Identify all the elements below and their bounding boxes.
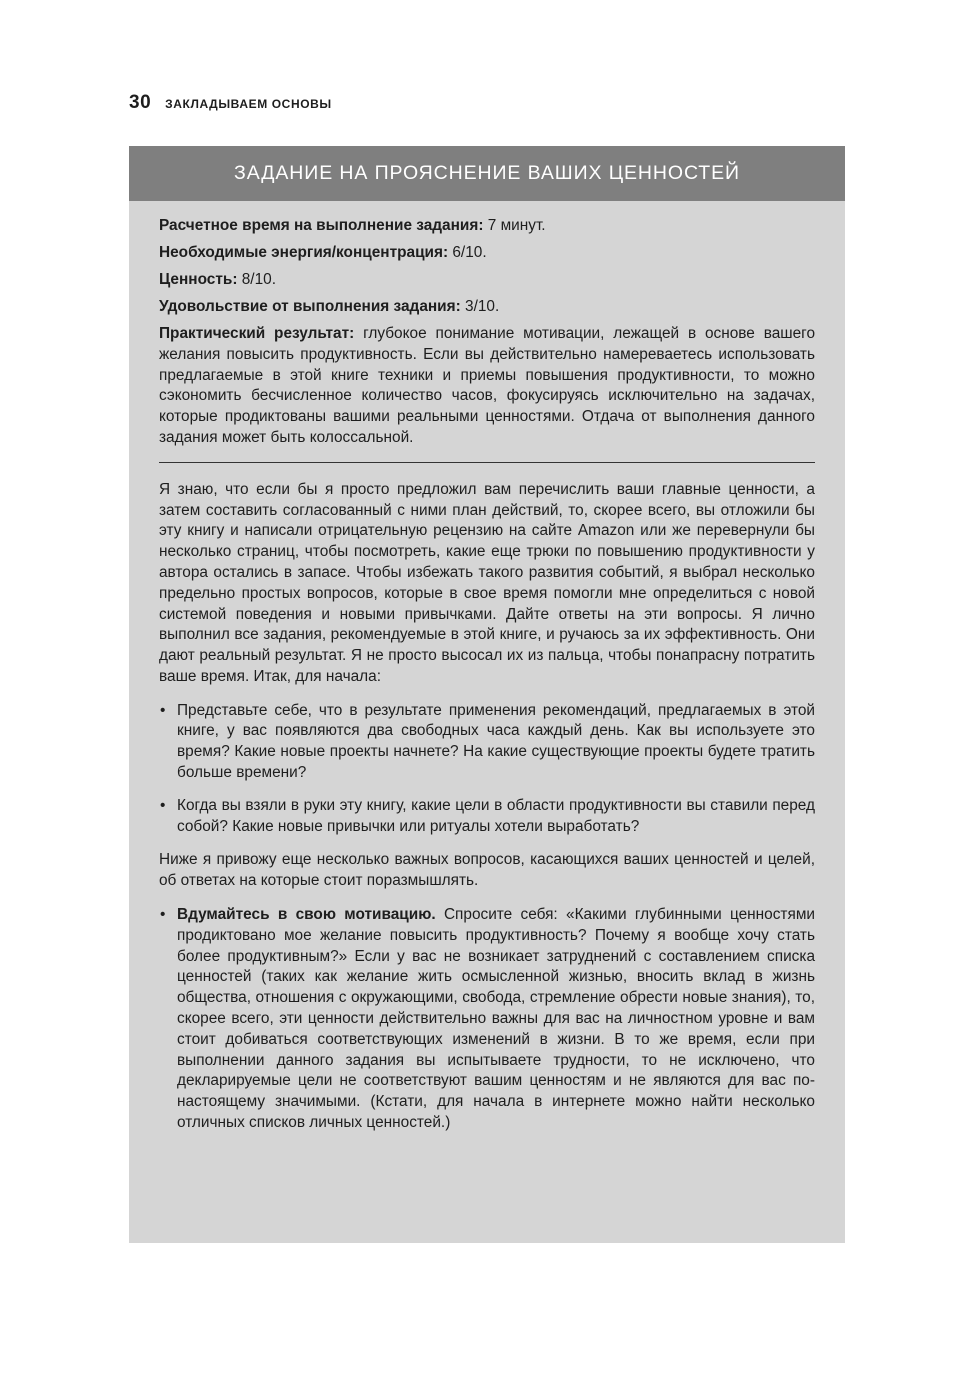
- divider: [159, 462, 815, 463]
- meta-enjoyment-value: 3/10.: [460, 297, 500, 315]
- intro-paragraph: Я знаю, что если бы я просто предложил вам перечислить ваши главные ценности, а затем составить согласованный с ними план действий, то, скорее всего, вы отложили бы эту книгу и написали отрицательную рецензию на сайте Amazon или же перевернули бы несколько страниц, чтобы посмотреть, какие еще трюки по повышению продуктивности у автора остались в запасе. Чтобы избежать такого развития событий, я выбрал несколько предельно простых вопросов, которые в свое время помогли мне определиться с новой системой поведения и новыми привычками. Дайте ответы на эти вопросы. Я лично выполнил все задания, рекомендуемые в этой книге, и ручаюсь за их эффективность. Они дают реальный результат. Я не просто высосал их из пальца, чтобы понапрасну потратить ваше время. Итак, для начала:: [159, 480, 815, 685]
- meta-energy-label: Необходимые энергия/концентрация:: [159, 243, 449, 261]
- middle-paragraph: Ниже я привожу еще несколько важных вопросов, касающихся ваших ценностей и целей, об ответах на которые стоит поразмышлять.: [159, 851, 815, 890]
- meta-result-label: Практический результат:: [159, 324, 355, 342]
- list-item: [159, 905, 815, 1134]
- question-list: [159, 701, 815, 838]
- meta-result-text: глубокое понимание мотивации, лежащей в основе вашего желания повысить продуктивность. Если вы действительно намереваетесь использовать предлагаемые в этой книге техники и приемы повышения продуктивности, то можно сэкономить бесчисленное количество часов, фокусируясь исключительно на задачах, которые продиктованы вашими реальными ценностями. Отдача от выполнения данного задания может быть колоссальной.: [159, 324, 815, 446]
- meta-value-label: Ценность:: [159, 270, 238, 288]
- meta-energy-value: 6/10.: [448, 243, 487, 261]
- list-item: [159, 796, 815, 838]
- meta-energy: [159, 243, 815, 264]
- bullet-icon: •: [160, 906, 166, 924]
- exercise-title: ЗАДАНИЕ НА ПРОЯСНЕНИЕ ВАШИХ ЦЕННОСТЕЙ: [129, 146, 845, 201]
- section-title: ЗАКЛАДЫВАЕМ ОСНОВЫ: [165, 97, 332, 111]
- meta-time-value: 7 минут.: [483, 217, 546, 234]
- meta-value-value: 8/10.: [237, 270, 276, 288]
- list-item-heading: Вдумайтесь в свою мотивацию.: [177, 906, 436, 924]
- meta-result: [159, 324, 815, 449]
- list-item-text: Представьте себе, что в результате применения рекомендаций, предлагаемых в этой книге, у вас появляются два свободных часа каждый день. Как вы используете это время? Какие новые проекты начнете? На какие существующие проекты будете тратить больше времени?: [177, 701, 815, 782]
- running-head: [129, 92, 332, 114]
- exercise-box: [129, 146, 845, 1243]
- bullet-icon: •: [160, 701, 166, 719]
- exercise-content: [159, 216, 815, 1147]
- meta-enjoyment: [159, 297, 815, 318]
- additional-question-list: [159, 905, 815, 1134]
- meta-enjoyment-label: Удовольствие от выполнения задания:: [159, 297, 461, 315]
- meta-time: [159, 216, 815, 237]
- list-item-text: Спросите себя: «Какими глубинными ценностями продиктовано мое желание повысить продуктивность? Почему я вообще хочу стать более продуктивным?» Если у вас не возникает затруднений с составлением списка ценностей (таких как желание жить осмысленной жизнью, вносить вклад в жизнь общества, отношения с окружающими, свобода, стремление обрести новые знания), то, скорее всего, эти ценности действительно важны для вас на личностном уровне и вам стоит добиваться соответствующих изменений в жизни. В то же время, если при выполнении данного задания вы испытываете трудности, то не исключено, что декларируемые цели не соответствуют вашим ценностям и не являются для вас по-настоящему значимыми. (Кстати, для начала в интернете можно найти несколько отличных списков личных ценностей.): [177, 906, 815, 1132]
- meta-time-label: Расчетное время на выполнение задания:: [159, 217, 484, 234]
- bullet-icon: •: [160, 796, 166, 814]
- page-number: 30: [129, 92, 152, 113]
- list-item-text: Когда вы взяли в руки эту книгу, какие цели в области продуктивности вы ставили перед собой? Какие новые привычки или ритуалы хотели выработать?: [177, 796, 815, 835]
- list-item: [159, 701, 815, 784]
- meta-value: [159, 270, 815, 291]
